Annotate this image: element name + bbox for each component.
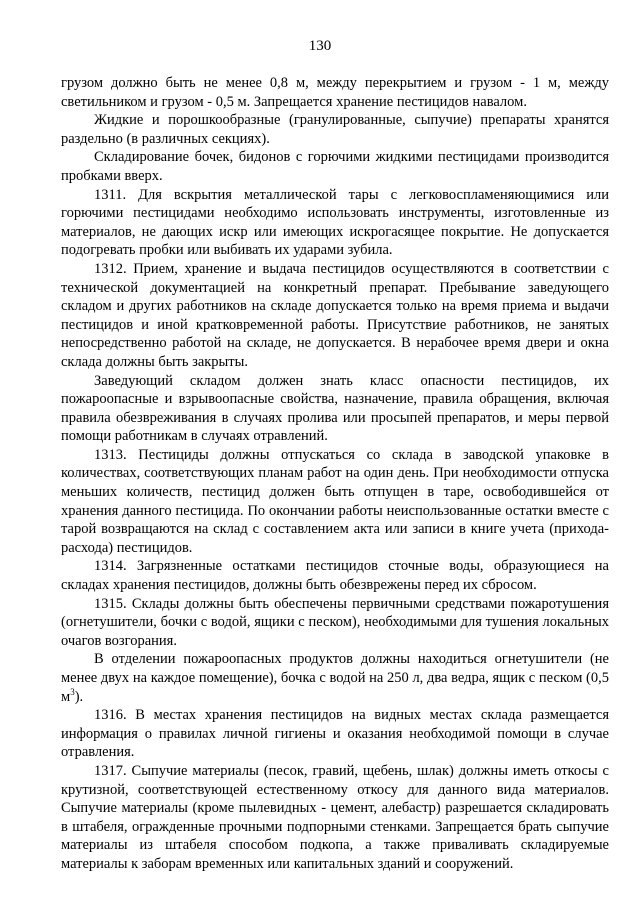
paragraph-barrels: Складирование бочек, бидонов с горючими жидкими пестицидами производится пробками вверх. xyxy=(61,149,609,184)
paragraph-1312: 1312. Прием, хранение и выдача пестицидов осуществляются в соответствии с технической документацией на конкретный препарат. Пребывание заведующего складом и других работников на складе допускается только на время приема и выдачи пестицидов и иной кратковременной работы. Присутствие работников, не занятых непосредственно работой на складе, не допускается. В нерабочее время двери и окна склада должны быть закрыты. xyxy=(61,260,609,370)
paragraph-fire-department xyxy=(61,650,609,706)
paragraph-fire-tail: ). xyxy=(74,688,84,705)
paragraph-1313: 1313. Пестициды должны отпускаться со склада в заводской упаковке в количествах, соответствующих планам работ на один день. При необходимости отпуска меньших количеств, пестицид должен быть отпущен в таре, освободившейся от хранения данного пестицида. По окончании работы неиспользованные остатки вместе с тарой возвращаются на склад с составлением акта или записи в книге учета (прихода-расхода) пестицидов. xyxy=(61,446,609,556)
paragraph-1316: 1316. В местах хранения пестицидов на видных местах склада размещается информация о правилах личной гигиены и оказания необходимой помощи в случае отравления. xyxy=(61,707,609,761)
paragraph-fire-text: В отделении пожароопасных продуктов должны находиться огнетушители (не менее двух на каждое помещение), бочка с водой на 250 л, два ведра, ящик с песком (0,5 м xyxy=(61,651,609,705)
paragraph-liquid-powder: Жидкие и порошкообразные (гранулированные, сыпучие) препараты хранятся раздельно (в различных секциях). xyxy=(61,112,609,147)
paragraph-1314: 1314. Загрязненные остатками пестицидов сточные воды, образующиеся на складах хранения пестицидов, должны быть обезврежены перед их сбросом. xyxy=(61,558,609,594)
paragraph-1317: 1317. Сыпучие материалы (песок, гравий, щебень, шлак) должны иметь откосы с крутизной, соответствующей естественному откосу для данного вида материалов. Сыпучие материалы (кроме пылевидных - цемент, алебастр) разрешается складировать в штабеля, огражденные прочными подпорными стенками. Запрещается брать сыпучие материалы из штабеля способом подкопа, а также приваливать складируемые материалы к заборам временных или капитальных зданий и сооружений. xyxy=(61,762,609,872)
document-body xyxy=(61,74,609,874)
paragraph-manager: Заведующий складом должен знать класс опасности пестицидов, их пожароопасные и взрывоопасные свойства, назначение, правила обращения, включая правила обезвреживания в случаях пролива или просыпей препаратов, и меры первой помощи работникам в случаях отравлений. xyxy=(61,372,609,445)
page-number: 130 xyxy=(308,38,332,54)
cubic-superscript: 3 xyxy=(70,686,75,697)
paragraph-1311: 1311. Для вскрытия металлической тары с легковоспламеняющимися или горючими пестицидами необходимо использовать инструменты, изготовленные из материалов, не дающих искр или имеющих искрогасящее покрытие. Не допускается подогревать пробки или выбивать их ударами зубила. xyxy=(61,186,609,259)
paragraph-continuation: грузом должно быть не менее 0,8 м, между перекрытием и грузом - 1 м, между светильником и грузом - 0,5 м. Запрещается хранение пестицидов навалом. xyxy=(61,75,609,110)
paragraph-1315: 1315. Склады должны быть обеспечены первичными средствами пожаротушения (огнетушители, бочки с водой, ящики с песком), необходимыми для тушения локальных очагов возгорания. xyxy=(61,595,609,649)
